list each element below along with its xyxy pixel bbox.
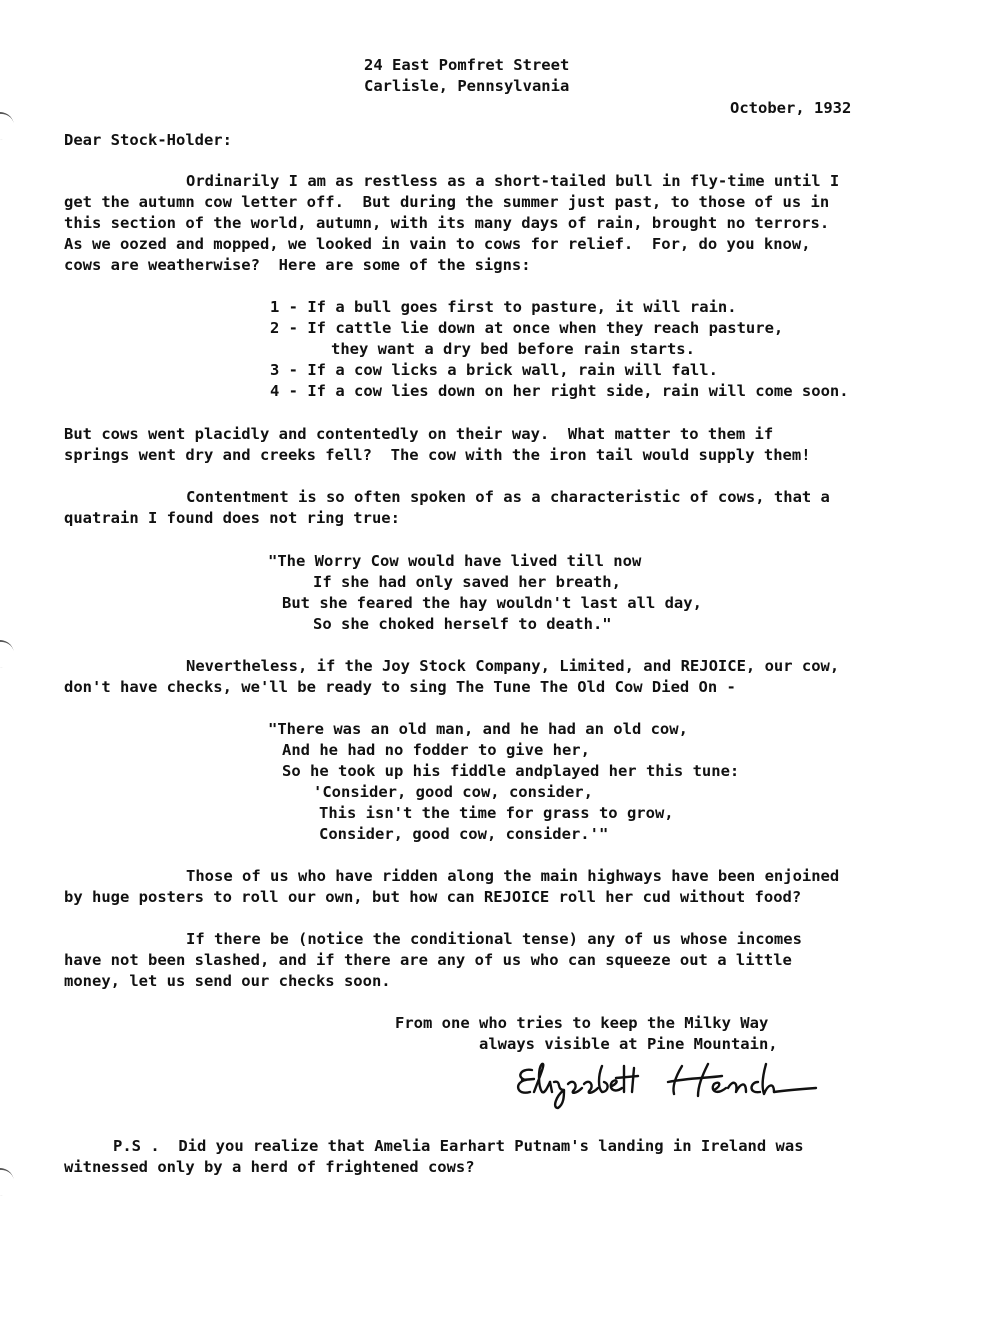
paragraph-6-line: If there be (notice the conditional tense) any of us whose incomes xyxy=(186,930,802,948)
sign-item: they want a dry bed before rain starts. xyxy=(331,340,695,358)
paragraph-1-line: cows are weatherwise? Here are some of the signs: xyxy=(64,256,531,274)
punch-hole-bottom xyxy=(0,1166,16,1198)
quatrain-line: But she feared the hay wouldn't last all day, xyxy=(282,594,702,612)
closing-line-2: always visible at Pine Mountain, xyxy=(479,1035,778,1053)
paragraph-4-line: Nevertheless, if the Joy Stock Company, Limited, and REJOICE, our cow, xyxy=(186,657,840,675)
sign-item: 1 - If a bull goes first to pasture, it will rain. xyxy=(270,298,737,316)
paragraph-1-line: Ordinarily I am as restless as a short-tailed bull in fly-time until I xyxy=(186,172,840,190)
punch-hole-top xyxy=(0,110,16,142)
punch-hole-middle xyxy=(0,638,16,670)
paragraph-1-line: this section of the world, autumn, with its many days of rain, brought no terrors. xyxy=(64,214,830,232)
paragraph-6-line: money, let us send our checks soon. xyxy=(64,972,391,990)
song-line: This isn't the time for grass to grow, xyxy=(319,804,674,822)
sign-item: 3 - If a cow licks a brick wall, rain will fall. xyxy=(270,361,718,379)
paragraph-3-line: quatrain I found does not ring true: xyxy=(64,509,400,527)
paragraph-4-line: don't have checks, we'll be ready to sing The Tune The Old Cow Died On - xyxy=(64,678,736,696)
song-line: And he had no fodder to give her, xyxy=(282,741,590,759)
sign-item: 4 - If a cow lies down on her right side, rain will come soon. xyxy=(270,382,849,400)
address-line-1: 24 East Pomfret Street xyxy=(364,56,570,74)
paragraph-1-line: As we oozed and mopped, we looked in vain to cows for relief. For, do you know, xyxy=(64,235,811,253)
address-line-2: Carlisle, Pennsylvania xyxy=(364,77,570,95)
closing-line-1: From one who tries to keep the Milky Way xyxy=(395,1014,769,1032)
sign-item: 2 - If cattle lie down at once when they reach pasture, xyxy=(270,319,784,337)
paragraph-2-line: springs went dry and creeks fell? The cow with the iron tail would supply them! xyxy=(64,446,811,464)
song-line: So he took up his fiddle andplayed her this tune: xyxy=(282,762,740,780)
song-line: "There was an old man, and he had an old cow, xyxy=(268,720,688,738)
quatrain-line: If she had only saved her breath, xyxy=(313,573,621,591)
song-line: 'Consider, good cow, consider, xyxy=(313,783,593,801)
song-line: Consider, good cow, consider.'" xyxy=(319,825,609,843)
paragraph-2-line: But cows went placidly and contentedly on their way. What matter to them if xyxy=(64,425,774,443)
paragraph-5-line: Those of us who have ridden along the main highways have been enjoined xyxy=(186,867,840,885)
letter-date: October, 1932 xyxy=(730,99,852,117)
quatrain-line: "The Worry Cow would have lived till now xyxy=(268,552,642,570)
quatrain-line: So she choked herself to death." xyxy=(313,615,612,633)
paragraph-6-line: have not been slashed, and if there are any of us who can squeeze out a little xyxy=(64,951,792,969)
postscript-line-1: P.S . Did you realize that Amelia Earhart Putnam's landing in Ireland was xyxy=(113,1137,804,1155)
salutation: Dear Stock-Holder: xyxy=(64,131,232,149)
handwritten-signature xyxy=(512,1056,822,1116)
paragraph-3-line: Contentment is so often spoken of as a characteristic of cows, that a xyxy=(186,488,830,506)
paragraph-1-line: get the autumn cow letter off. But during the summer just past, to those of us in xyxy=(64,193,830,211)
postscript-line-2: witnessed only by a herd of frightened cows? xyxy=(64,1158,475,1176)
paragraph-5-line: by huge posters to roll our own, but how can REJOICE roll her cud without food? xyxy=(64,888,802,906)
